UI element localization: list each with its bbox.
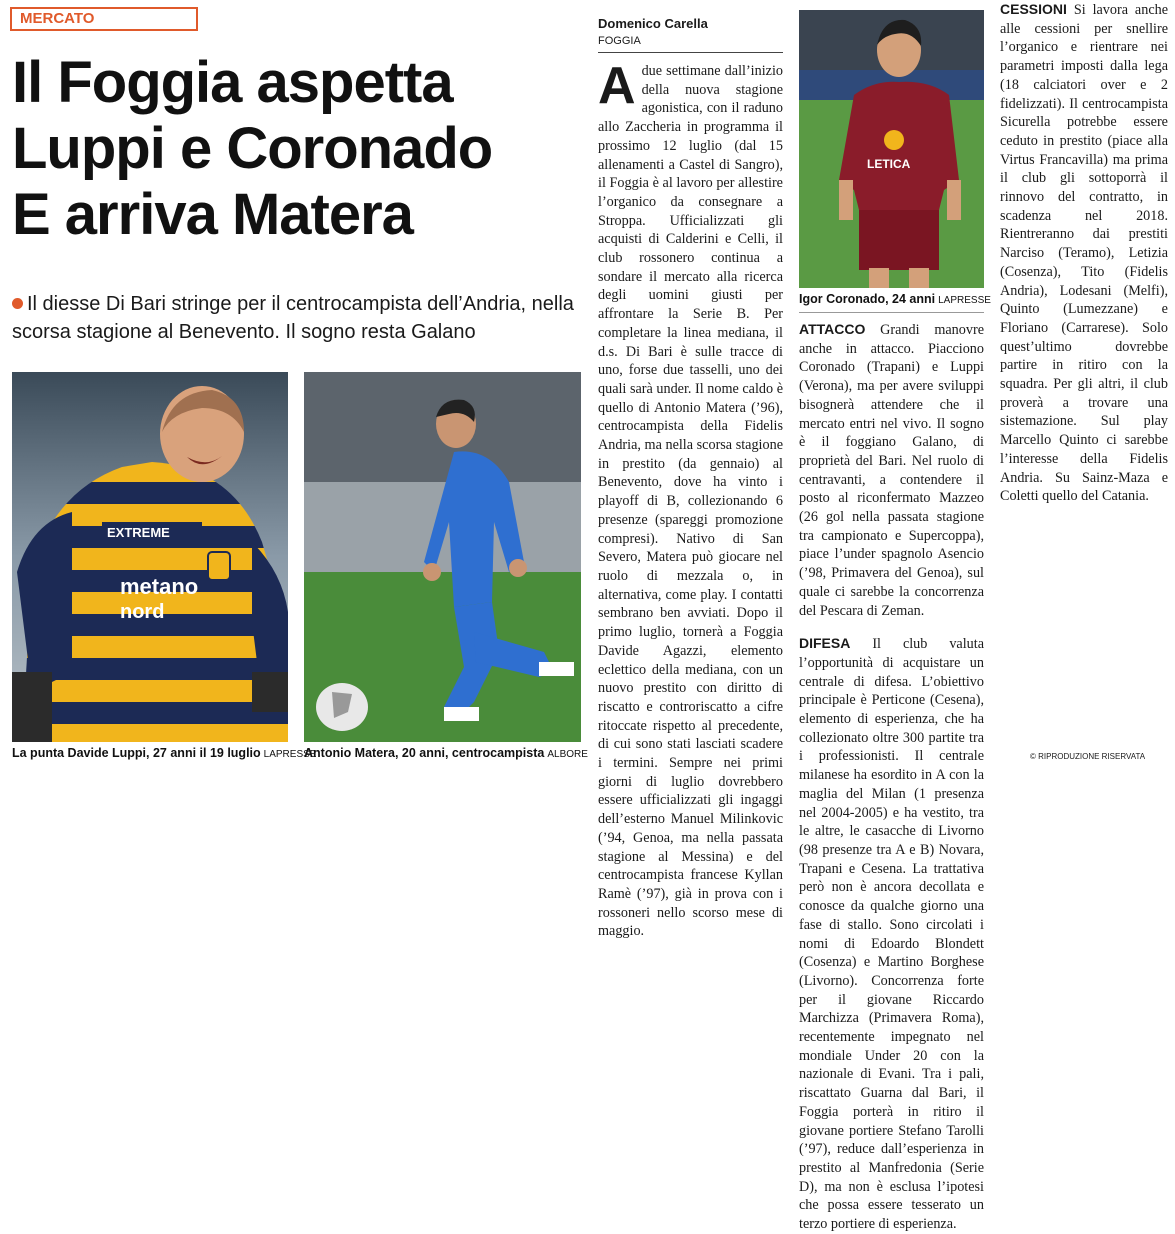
caption-matera bbox=[304, 746, 588, 760]
luppi-image bbox=[12, 372, 288, 742]
caption-rule bbox=[799, 312, 984, 313]
difesa-label: DIFESA bbox=[799, 635, 851, 652]
caption-coronado bbox=[799, 292, 991, 306]
shirt-text-2: nord bbox=[120, 601, 165, 623]
headline-line-1: Il Foggia aspetta bbox=[12, 50, 453, 115]
byline-place: FOGGIA bbox=[598, 35, 641, 47]
difesa-paragraph bbox=[799, 634, 984, 1234]
caption-coronado-text: Igor Coronado, 24 anni bbox=[799, 292, 936, 306]
article-column-2 bbox=[799, 320, 984, 1233]
summary-text: Il diesse Di Bari stringe per il centrocampista dell’Andria, nella scorsa stagione al Benevento. Il sogno resta Galano bbox=[12, 293, 574, 343]
cessioni-label: CESSIONI bbox=[1000, 1, 1067, 17]
caption-luppi bbox=[12, 746, 316, 760]
attacco-text: Grandi manovre anche in attacco. Piacciono Coronado (Trapani) e Luppi (Verona), ma per avere sviluppi bisognerà attendere che il mercato entri nel vivo. Il sogno è il foggiano Galano, di proprietà del Bari. Nel ruolo di centravanti, a contendere il posto al riconfermato Mazzeo (26 gol nella passata stagione tra campionato e Supercoppa), piace l’under spagnolo Asencio (’98, Primavera del Genoa), sul quale ci sarebbe la concorrenza del Pescara di Zeman. bbox=[799, 322, 984, 619]
headline bbox=[12, 50, 592, 248]
attacco-paragraph bbox=[799, 320, 984, 620]
footer-copyright: © RIPRODUZIONE RISERVATA bbox=[1030, 752, 1146, 761]
difesa-text: Il club valuta l’opportunità di acquistare un centrale di difesa. L’obiettivo principale è Perticone (Cesena), elemento di esperienza, che ha collezionato oltre 300 partite tra i professionisti. Il centrale milanese ha esordito in A con la maglia del Milan (1 presenza nel 2004-2005) e ha vestito, tra le altre, le casacche di Livorno (98 presenze tra A e B) Novara, Trapani e Cesena. La trattativa però non è ancora decollata e conosce da qualche giorno una fase di stallo. Sono circolati i nomi di Edoardo Blondett (Cosenza) e Martino Borghese (Livorno). Concorrenza forte per il giovane Riccardo Marchizza (Primavera Roma), recentemente impegnato nel mondiale Under 20 con la nazionale di Evani. Tra i pali, riscattato Guarna dal Bari, il Foggia porterà in ritiro il giovane portiere Stefano Tarolli (’97), reduce dall’esperienza in prestito al Manfredonia (Serie D), ma non è esclusa l’ipotesi che possa essere tesserato un terzo portiere di esperienza. bbox=[799, 636, 984, 1233]
matera-image bbox=[304, 372, 581, 742]
dropcap: A bbox=[598, 57, 636, 115]
shirt-sponsor-top: EXTREME bbox=[107, 525, 170, 540]
section-tag: MERCATO bbox=[10, 7, 198, 31]
article-column-3 bbox=[1000, 0, 1168, 750]
article-intro bbox=[598, 57, 783, 941]
caption-luppi-text: La punta Davide Luppi, 27 anni il 19 luglio bbox=[12, 746, 261, 760]
headline-line-2: Luppi e Coronado bbox=[12, 116, 493, 181]
photo-coronado bbox=[799, 10, 984, 288]
article-column-1 bbox=[598, 57, 783, 940]
caption-matera-text: Antonio Matera, 20 anni, centrocampista bbox=[304, 746, 545, 760]
cessioni-paragraph bbox=[1000, 0, 1168, 506]
caption-luppi-credit: LAPRESSE bbox=[263, 749, 317, 760]
shirt-text-1: metano bbox=[120, 574, 199, 599]
bullet-icon bbox=[12, 298, 23, 309]
byline-rule bbox=[598, 52, 783, 53]
headline-line-3: E arriva Matera bbox=[12, 182, 413, 247]
caption-coronado-credit: LAPRESSE bbox=[938, 295, 991, 306]
cessioni-text: Si lavora anche alle cessioni per snellire l’organico e rientrare nei parametri imposti dalla lega (18 calciatori over e 2 fidelizzati). Il centrocampista Sicurella potrebbe essere ceduto in prestito (piace alla Virtus Francavilla) ma prima il club gli sottoporrà il rinnovo del contratto, in scadenza nel 2018. Rientreranno dai prestiti Narciso (Teramo), Letizia (Cosenza), Tito (Fidelis Andria), Lodesani (Melfi), Quinto (Lumezzane) e Floriano (Carrarese). Solo quest’ultimo dovrebbe partire in ritiro con la squadra. Per gli altri, il club proverà a trovare una sistemazione. Sul play Marcello Quinto ci sarebbe l’interesse della Fidelis Andria. Su Sainz-Maza e Coletti quello del Catania. bbox=[1000, 2, 1169, 505]
byline-author: Domenico Carella bbox=[598, 16, 708, 31]
coronado-shirt-text: LETICA bbox=[867, 157, 911, 171]
coronado-image bbox=[799, 10, 984, 288]
attacco-label: ATTACCO bbox=[799, 321, 866, 337]
caption-matera-credit: ALBORE bbox=[547, 749, 588, 760]
article-intro-text: due settimane dall’inizio della nuova stagione agonistica, con il raduno allo Zaccheria in programma il prossimo 12 luglio (dal 15 allenamenti a Castel di Sangro), il Foggia è al lavoro per allestire l’organico da consegnare a Stroppa. Ufficializzati gli acquisti di Calderini e Celli, il club rossonero continua a sondare il mercato alla ricerca degli uomini giusti per affrontare la Serie B. Per completare la linea mediana, il d.s. Di Bari è sulle tracce di uno, forse due tasselli, uno dei quali sarà under. Il nome caldo è quello di Antonio Matera (’96), centrocampista della Fidelis Andria, ma nella scorsa stagione in prestito (da gennaio) al Benevento, dove ha vinto i playoff di B, collezionando 6 presenze (spareggi promozione compresi). Nativo di San Severo, Matera può giocare nel ruolo di mezzala o, in alternativa, come play. I contatti sembrano ben avviati. Dopo il primo luglio, tornerà a Foggia Davide Agazzi, elemento eclettico della mediana, con un nuovo prestito con diritto di riscatto e controriscatto a cifre ritoccate rispetto al precedente, di cui sono stati lasciati scadere i termini. Sempre nei primi giorni di luglio dovrebbero essere ufficializzati gli ingaggi dell’esterno Manuel Milinkovic (’94, Genoa, ma nella passata stagione al Messina) e del centrocampista francese Kyllan Ramè (’97), già in prova con i rossoneri nello scorso mese di maggio. bbox=[598, 63, 783, 940]
summary bbox=[12, 290, 587, 346]
photo-matera bbox=[304, 372, 581, 742]
photo-luppi bbox=[12, 372, 288, 742]
